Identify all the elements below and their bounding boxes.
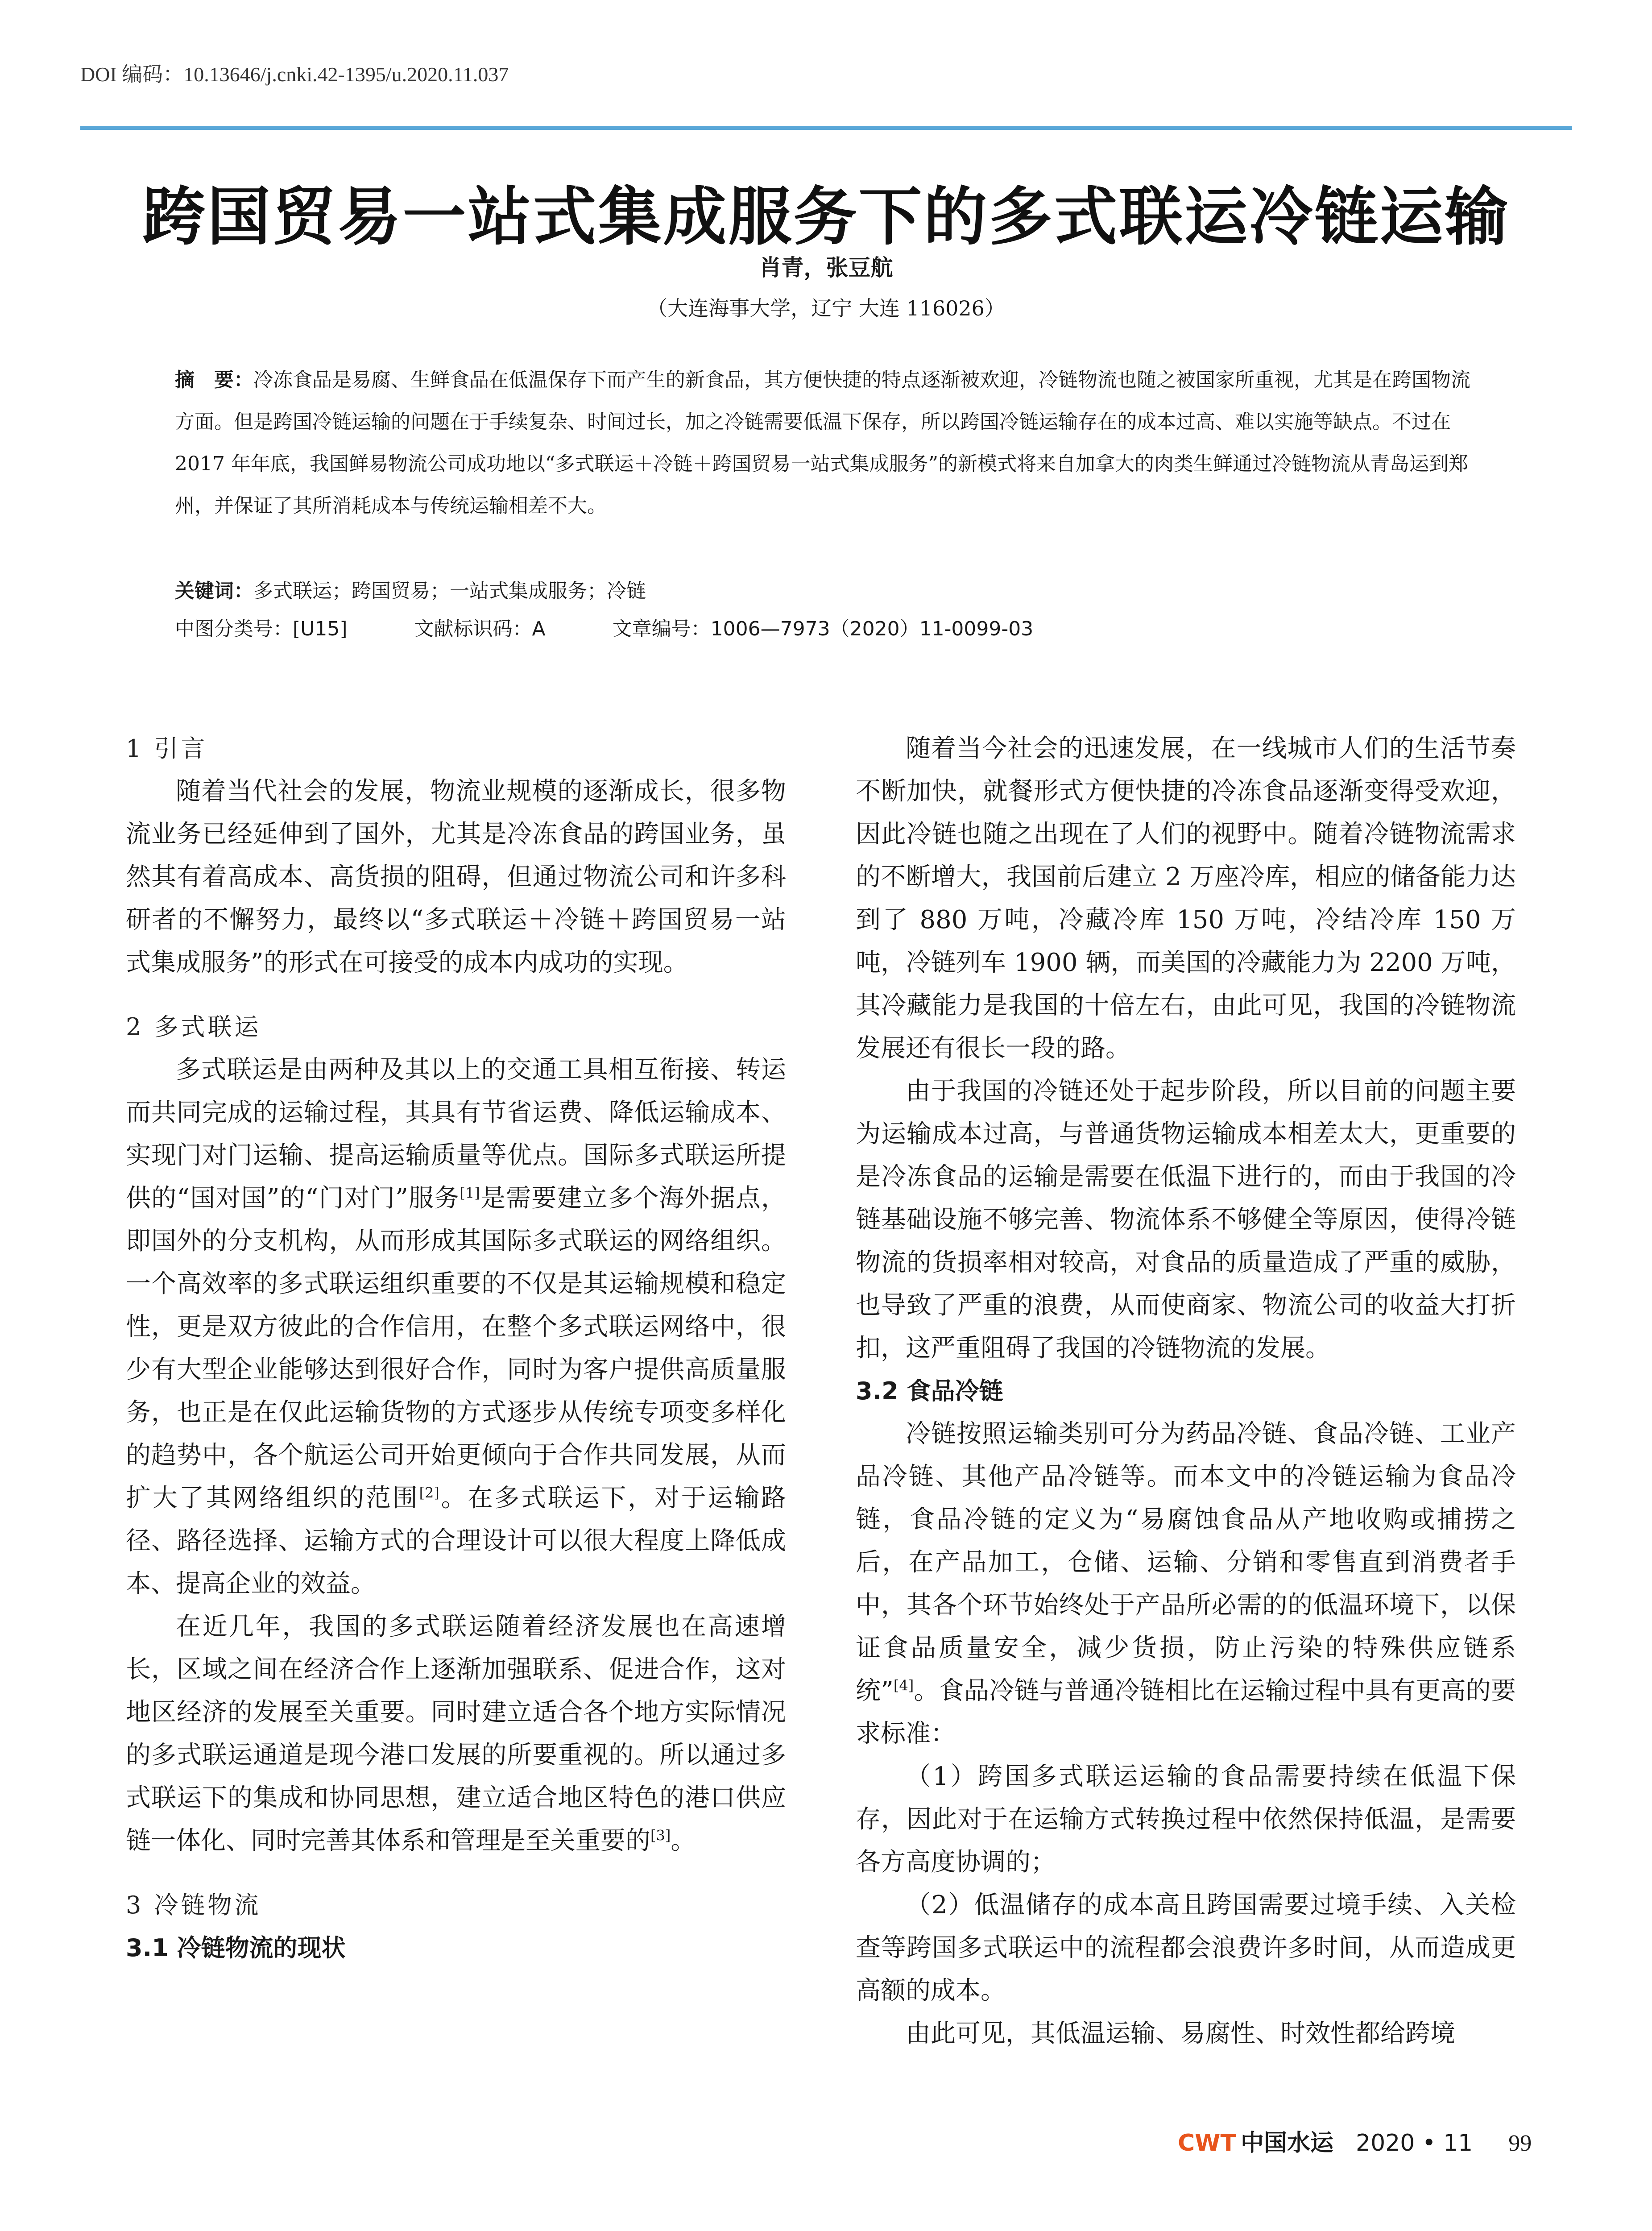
citation-3[interactable]: [3] [650, 1827, 671, 1844]
section-2-heading: 2 多式联运 [126, 1013, 261, 1041]
keywords-label: 关键词： [175, 580, 253, 602]
paper-title: 跨国贸易一站式集成服务下的多式联运冷链运输 [142, 180, 1510, 254]
requirement-1: （1）跨国多式联运运输的食品需要持续在低温下保存，因此对于在运输方式转换过程中依然保持低温，是需要各方高度协调的； [856, 1762, 1516, 1877]
section-1-paragraph: 随着当代社会的发展，物流业规模的逐渐成长，很多物流业务已经延伸到了国外，尤其是冷冻食品的跨国业务，虽然其有着高成本、高货损的阻碍，但通过物流公司和许多科研者的不懈努力，最终以“多式联运＋冷链＋跨国贸易一站式集成服务”的形式在可接受的成本内成功的实现。 [126, 777, 786, 977]
section-3-1-paragraph-1: 随着当今社会的迅速发展，在一线城市人们的生活节奏不断加快，就餐形式方便快捷的冷冻食品逐渐变得受欢迎，因此冷链也随之出现在了人们的视野中。随着冷链物流需求的不断增大，我国前后建立 2 万座冷库，相应的储备能力达到了 880 万吨，冷藏冷库 150 万吨，冷结冷库 150 万吨，冷链列车 1900 辆，而美国的冷藏能力为 2200 万吨，其冷藏能力是我国的十倍左右，由此可见，我国的冷链物流发展还有很长一段的路。 [856, 734, 1516, 1063]
doi-line: DOI 编码：10.13646/j.cnki.42-1395/u.2020.11.037 [80, 63, 509, 86]
right-column [856, 727, 1516, 2055]
section-1-heading: 1 引言 [126, 734, 208, 763]
article-number: 文章编号：1006—7973（2020）11-0099-03 [612, 618, 1034, 640]
header-rule [80, 126, 1572, 130]
abstract-text: 冷冻食品是易腐、生鲜食品在低温保存下而产生的新食品，其方便快捷的特点逐渐被欢迎，冷链物流也随之被国家所重视，尤其是在跨国物流方面。但是跨国冷链运输的问题在于手续复杂、时间过长，加之冷链需要低温下保存，所以跨国冷链运输存在的成本过高、难以实施等缺点。不过在 2017 年年底，我国鲜易物流公司成功地以“多式联运＋冷链＋跨国贸易一站式集成服务”的新模式将来自加拿大的肉类生鲜通过冷链物流从青岛运到郑州，并保证了其所消耗成本与传统运输相差不大。 [175, 369, 1470, 517]
requirement-2: （2）低温储存的成本高且跨国需要过境手续、入关检查等跨国多式联运中的流程都会浪费许多时间，从而造成更高额的成本。 [856, 1891, 1516, 2005]
citation-2[interactable]: [2] [419, 1484, 439, 1501]
section-3-heading: 3 冷链物流 [126, 1891, 261, 1919]
section-2-paragraph-1: 多式联运是由两种及其以上的交通工具相互衔接、转运而共同完成的运输过程，其具有节省运费、降低运输成本、实现门对门运输、提高运输质量等优点。国际多式联运所提供的“国对国”的“门对门”服务[1]是需要建立多个海外据点，即国外的分支机构，从而形成其国际多式联运的网络组织。一个高效率的多式联运组织重要的不仅是其运输规模和稳定性，更是双方彼此的合作信用，在整个多式联运网络中，很少有大型企业能够达到很好合作，同时为客户提供高质量服务，也正是在仅此运输货物的方式逐步从传统专项变多样化的趋势中，各个航运公司开始更倾向于合作共同发展，从而扩大了其网络组织的范围[2]。在多式联运下，对于运输路径、路径选择、运输方式的合理设计可以很大程度上降低成本、提高企业的效益。 [126, 1055, 787, 1598]
document-code: 文献标识码：A [414, 618, 546, 640]
abstract-label: 摘 要： [175, 369, 253, 391]
journal-name: 中国水运 [1241, 2129, 1334, 2156]
page-footer [1178, 2124, 1532, 2157]
section-3-1-paragraph-2: 由于我国的冷链还处于起步阶段，所以目前的问题主要为运输成本过高，与普通货物运输成本相差太大，更重要的是冷冻食品的运输是需要在低温下进行的，而由于我国的冷链基础设施不够完善、物流体系不够健全等原因，使得冷链物流的货损率相对较高，对食品的质量造成了严重的威胁，也导致了严重的浪费，从而使商家、物流公司的收益大打折扣，这严重阻碍了我国的冷链物流的发展。 [856, 1077, 1516, 1363]
left-column [126, 727, 786, 1970]
affiliation: （大连海事大学，辽宁 大连 116026） [647, 296, 1005, 320]
keywords [175, 573, 1486, 609]
journal-logo: CWT [1178, 2130, 1236, 2156]
section-3-2-paragraph-1: 冷链按照运输类别可分为药品冷链、食品冷链、工业产品冷链、其他产品冷链等。而本文中的冷链运输为食品冷链，食品冷链的定义为“易腐蚀食品从产地收购或捕捞之后，在产品加工，仓储、运输、分销和零售直到消费者手中，其各个环节始终处于产品所必需的的低温环境下，以保证食品质量安全，减少货损，防止污染的特殊供应链系统”[4]。食品冷链与普通冷链相比在运输过程中具有更高的要求标准： [856, 1419, 1516, 1748]
section-3-2-heading: 3.2 食品冷链 [856, 1377, 1003, 1405]
clc-number: 中图分类号：[U15] [175, 618, 348, 640]
section-3-2-paragraph-last: 由此可见，其低温运输、易腐性、时效性都给跨境 [906, 2019, 1455, 2048]
section-2-paragraph-2: 在近几年，我国的多式联运随着经济发展也在高速增长，区域之间在经济合作上逐渐加强联系、促进合作，这对地区经济的发展至关重要。同时建立适合各个地方实际情况的多式联运通道是现今港口发展的所要重视的。所以通过多式联运下的集成和协同思想，建立适合地区特色的港口供应链一体化、同时完善其体系和管理是至关重要的[3]。 [126, 1612, 786, 1855]
classification-line [175, 611, 1486, 647]
authors: 肖青，张豆航 [759, 255, 893, 281]
issue-number: 2020 • 11 [1356, 2130, 1473, 2156]
keywords-text: 多式联运；跨国贸易；一站式集成服务；冷链 [253, 580, 646, 602]
citation-4[interactable]: [4] [893, 1677, 914, 1694]
abstract [175, 359, 1486, 527]
citation-1[interactable]: [1] [460, 1184, 480, 1202]
page-number: 99 [1508, 2131, 1532, 2156]
section-3-1-heading: 3.1 冷链物流的现状 [126, 1934, 346, 1962]
